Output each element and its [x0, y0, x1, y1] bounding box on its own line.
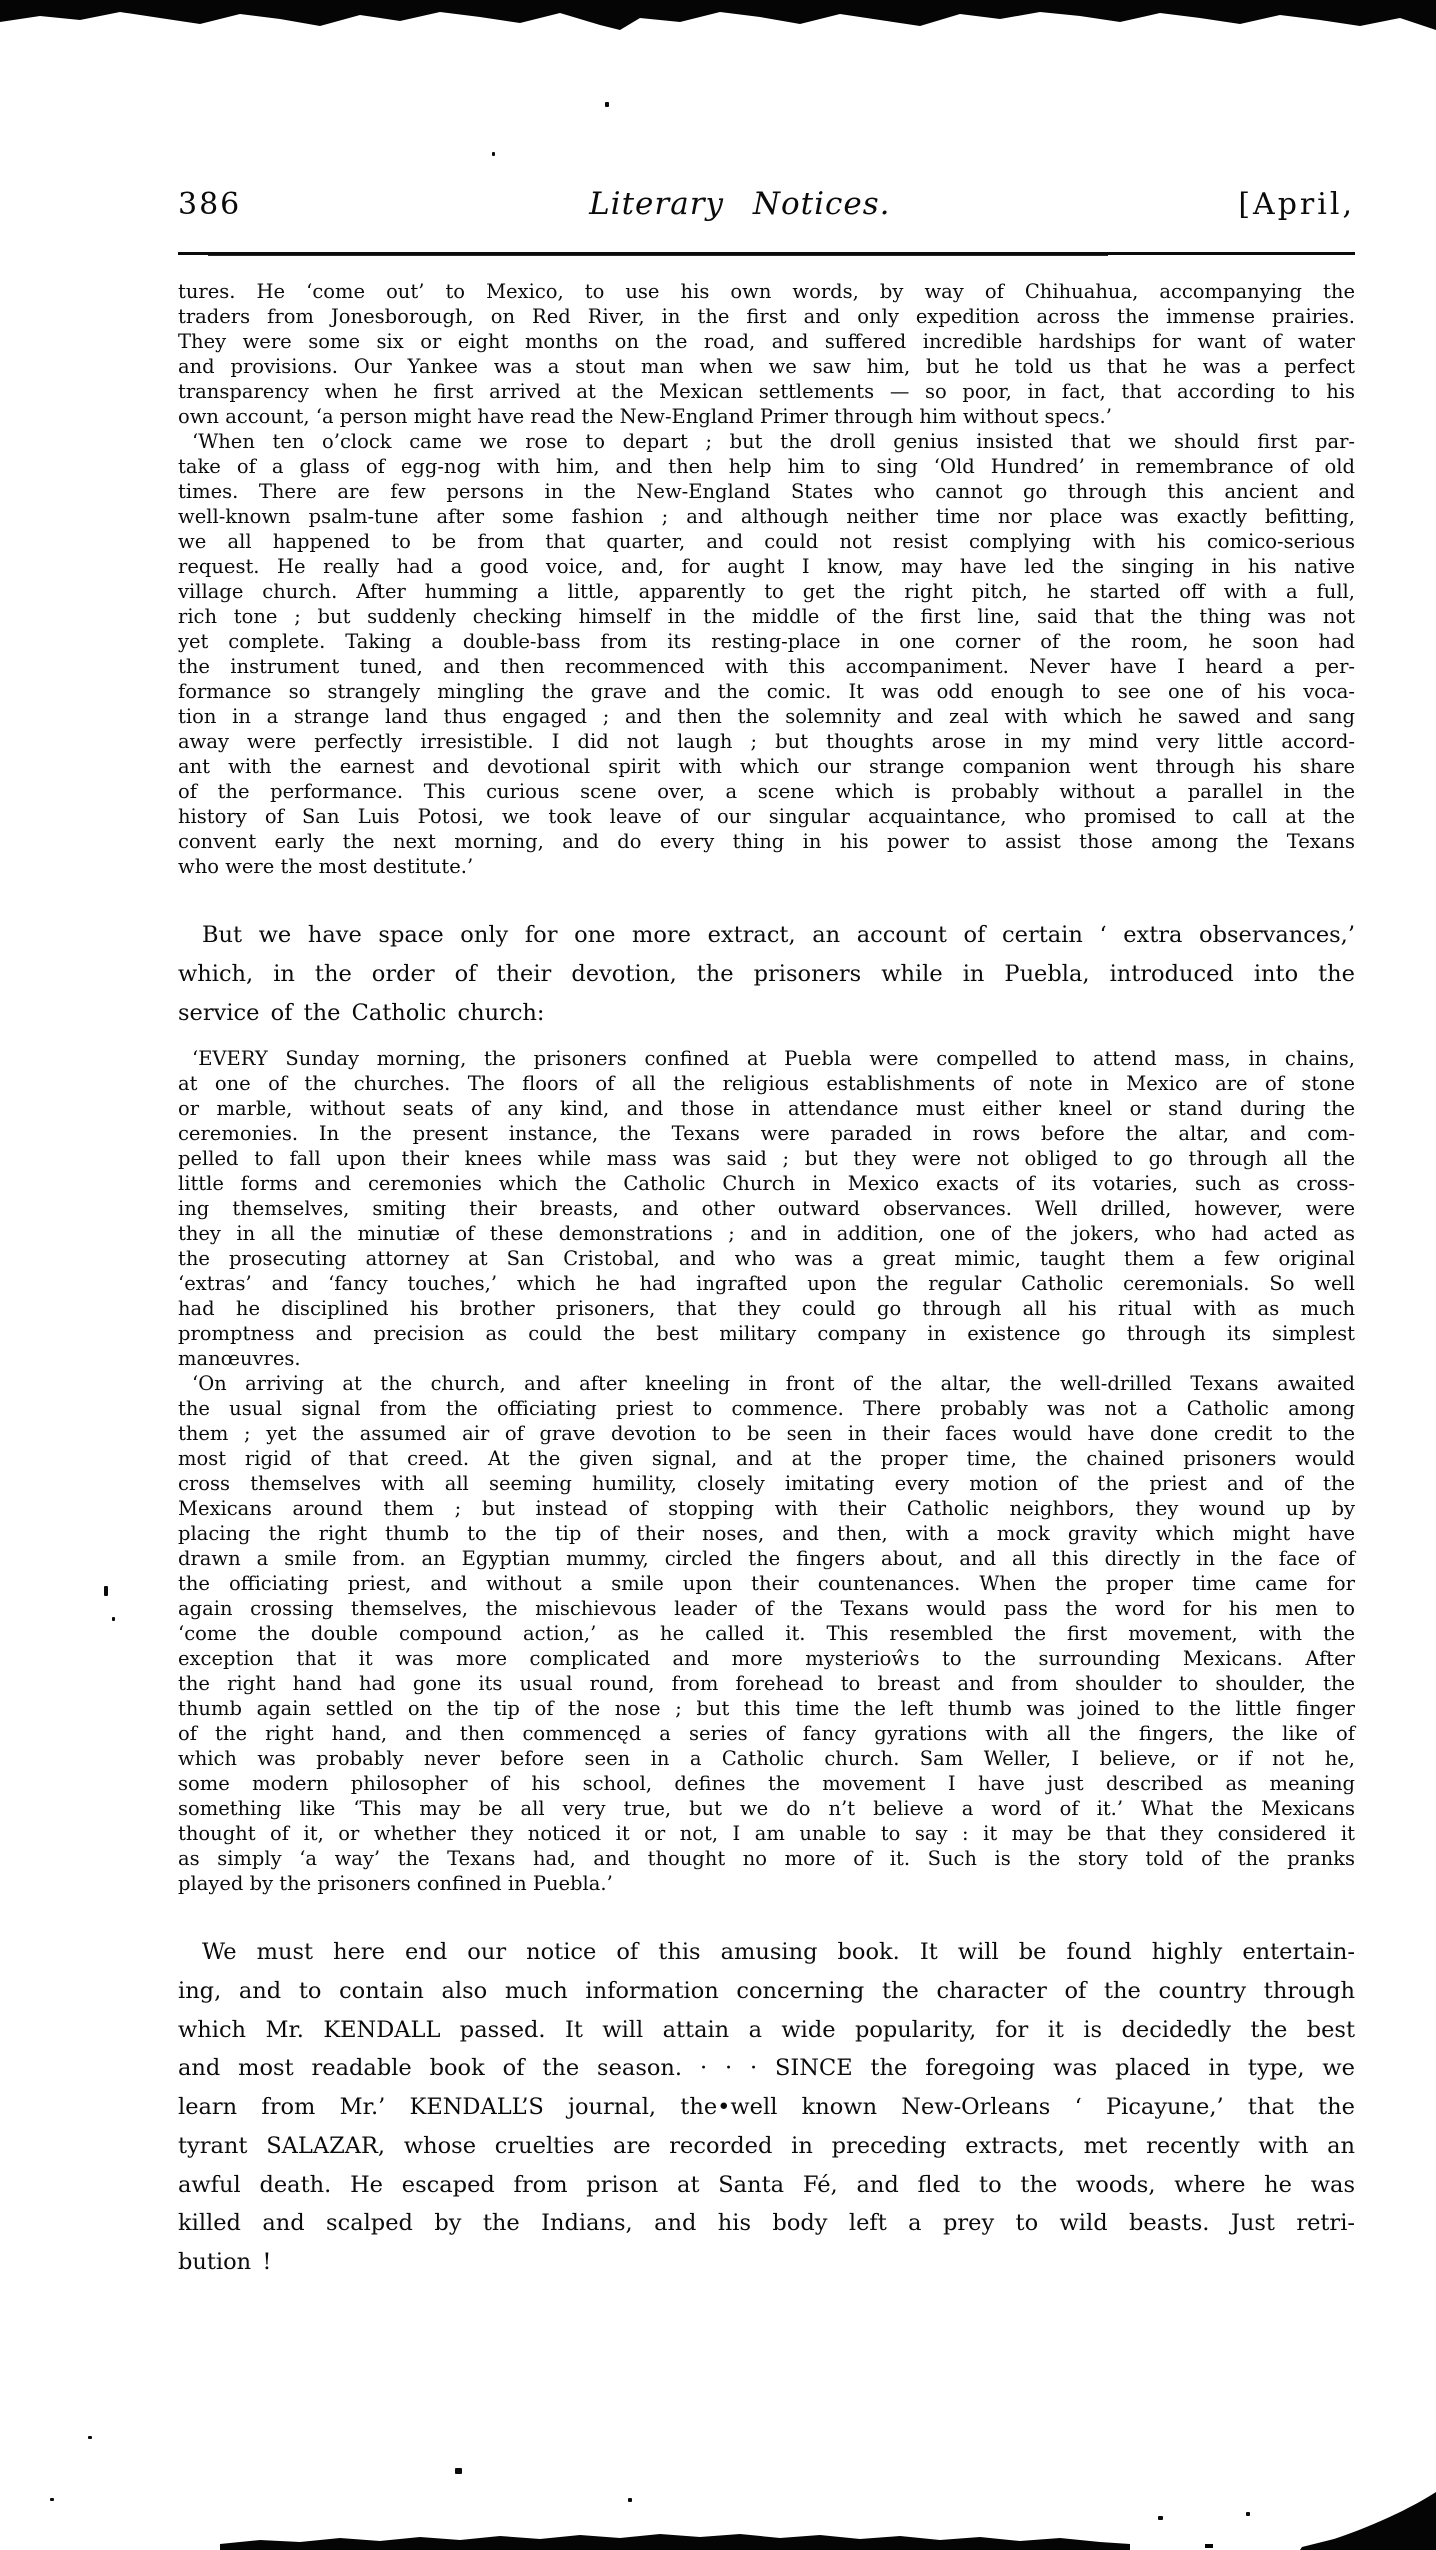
text-line: and most readable book of the season. · · · SINCE the foregoing was placed in type, we: [178, 2055, 1355, 2082]
text-line: cross themselves with all seeming humility, closely imitating every motion of the priest and of the: [178, 1472, 1355, 1495]
text-line: village church. After humming a little, apparently to get the right pitch, he started off with a full,: [178, 580, 1355, 603]
text-line: exception that it was more complicated and more mysterioŵs to the surrounding Mexicans. After: [178, 1647, 1355, 1670]
text-line: the prosecuting attorney at San Cristobal, and who was a great mimic, taught them a few original: [178, 1247, 1355, 1270]
text-line: request. He really had a good voice, and, for aught I know, may have led the singing in his native: [178, 555, 1355, 578]
text-line: ‘When ten o’clock came we rose to depart ; but the droll genius insisted that we should first par-: [192, 430, 1355, 453]
text-line: take of a glass of egg-nog with him, and then help him to sing ‘Old Hundred’ in remembrance of old: [178, 455, 1355, 478]
text-line: service of the Catholic church:: [178, 999, 545, 1026]
text-line: the officiating priest, and without a smile upon their countenances. When the proper time came for: [178, 1572, 1355, 1595]
text-line: They were some six or eight months on the road, and suffered incredible hardships for want of water: [178, 330, 1355, 353]
issue-label: [April,: [1238, 187, 1355, 222]
text-line: ‘On arriving at the church, and after kneeling in front of the altar, the well-drilled Texans awaited: [192, 1372, 1355, 1395]
ink-speck: [88, 2436, 92, 2439]
text-line: had he disciplined his brother prisoners, that they could go through all his ritual with as much: [178, 1297, 1355, 1320]
text-line: as simply ‘a way’ the Texans had, and thought no more of it. Such is the story told of the pranks: [178, 1847, 1355, 1870]
page-number: 386: [178, 187, 242, 222]
text-line: thought of it, or whether they noticed it or not, I am unable to say : it may be that they considered it: [178, 1822, 1355, 1845]
text-line: traders from Jonesborough, on Red River, in the first and only expedition across the immense prairies.: [178, 305, 1355, 328]
text-line: well-known psalm-tune after some fashion ; and although neither time nor place was exactly befitting,: [178, 505, 1355, 528]
text-line: killed and scalped by the Indians, and his body left a prey to wild beasts. Just retri-: [178, 2210, 1355, 2237]
text-line: manœuvres.: [178, 1347, 301, 1370]
text-line: some modern philosopher of his school, defines the movement I have just described as meaning: [178, 1772, 1355, 1795]
text-line: something like ‘This may be all very true, but we do n’t believe a word of it.’ What the Mexicans: [178, 1797, 1355, 1820]
text-line: learn from Mr.’ KENDALL’S journal, the•well known New-Orleans ‘ Picayune,’ that the: [178, 2094, 1355, 2120]
text-line: placing the right thumb to the tip of their noses, and then, with a mock gravity which might have: [178, 1522, 1355, 1545]
text-line: ‘extras’ and ‘fancy touches,’ which he had ingrafted upon the regular Catholic ceremonials. So well: [178, 1272, 1355, 1295]
text-line: transparency when he first arrived at the Mexican settlements — so poor, in fact, that according to his: [178, 380, 1355, 403]
text-line: they in all the minutiæ of these demonstrations ; and in addition, one of the jokers, who had acted as: [178, 1222, 1355, 1245]
text-line: ant with the earnest and devotional spirit with which our strange companion went through his share: [178, 755, 1355, 778]
text-line: promptness and precision as could the best military company in existence go through its simplest: [178, 1322, 1355, 1345]
text-line: yet complete. Taking a double-bass from its resting-place in one corner of the room, he soon had: [178, 630, 1355, 653]
text-line: awful death. He escaped from prison at Santa Fé, and fled to the woods, where he was: [178, 2171, 1355, 2198]
text-line: played by the prisoners confined in Puebla.’: [178, 1872, 613, 1895]
text-line: the instrument tuned, and then recommenced with this accompaniment. Never have I heard a per-: [178, 655, 1355, 678]
text-line: ‘EVERY Sunday morning, the prisoners confined at Puebla were compelled to attend mass, in chains,: [192, 1047, 1355, 1070]
body-1: [178, 916, 1355, 1032]
text-line: the usual signal from the officiating priest to commence. There probably was not a Catholic among: [178, 1397, 1355, 1420]
running-title: Literary Notices.: [589, 186, 891, 222]
text-line: ing, and to contain also much information concerning the character of the country through: [178, 1977, 1355, 2004]
text-line: ing themselves, smiting their breasts, and other outward observances. Well drilled, however, were: [178, 1197, 1355, 1220]
text-line: which, in the order of their devotion, the prisoners while in Puebla, introduced into the: [178, 960, 1355, 987]
ink-speck: [112, 1617, 115, 1621]
page-header: [178, 186, 1355, 222]
text-line: little forms and ceremonies which the Catholic Church in Mexico exacts of its votaries, such as cross-: [178, 1172, 1355, 1195]
text-line: tures. He ‘come out’ to Mexico, to use his own words, by way of Chihuahua, accompanying the: [178, 280, 1355, 303]
text-line: them ; yet the assumed air of grave devotion to be seen in their faces would have done credit to the: [178, 1422, 1355, 1445]
text-line: But we have space only for one more extract, an account of certain ‘ extra observances,’: [202, 922, 1355, 948]
text-line: own account, ‘a person might have read the New-England Primer through him without specs.’: [178, 405, 1112, 428]
text-line: most rigid of that creed. At the given signal, and at the proper time, the chained prisoners would: [178, 1447, 1355, 1470]
text-line: thumb again settled on the tip of the nose ; but this time the left thumb was joined to the little finger: [178, 1697, 1355, 1720]
text-line: tyrant SALAZAR, whose cruelties are recorded in preceding extracts, met recently with an: [178, 2132, 1355, 2159]
ink-speck: [492, 152, 495, 156]
text-line: ceremonies. In the present instance, the Texans were paraded in rows before the altar, and com-: [178, 1122, 1355, 1145]
text-line: again crossing themselves, the mischievous leader of the Texans would pass the word for his men to: [178, 1597, 1355, 1620]
text-line: which was probably never before seen in a Catholic church. Sam Weller, I believe, or if not he,: [178, 1747, 1355, 1770]
extract-1: [178, 279, 1355, 879]
text-line: away were perfectly irresistible. I did not laugh ; but thoughts arose in my mind very little accord-: [178, 730, 1355, 753]
text-line: tion in a strange land thus engaged ; and then the solemnity and zeal with which he sawed and sang: [178, 705, 1355, 728]
text-line: of the right hand, and then commencęd a series of fancy gyrations with all the fingers, the like of: [178, 1722, 1355, 1745]
text-line: times. There are few persons in the New-England States who cannot go through this ancient and: [178, 480, 1355, 503]
ink-speck: [104, 1586, 108, 1596]
text-line: Mexicans around them ; but instead of stopping with their Catholic neighbors, they wound up by: [178, 1497, 1355, 1520]
header-rule: [178, 252, 1355, 255]
text-line: the right hand had gone its usual round, from forehead to breast and from shoulder to shoulder, the: [178, 1672, 1355, 1695]
extract-2: [178, 1046, 1355, 1896]
torn-edge-top: [0, 0, 1436, 36]
text-line: drawn a smile from. an Egyptian mummy, circled the fingers about, and all this directly in the face of: [178, 1547, 1355, 1570]
text-line: pelled to fall upon their knees while mass was said ; but they were not obliged to go through all the: [178, 1147, 1355, 1170]
text-line: which Mr. KENDALL passed. It will attain a wide popularity, for it is decidedly the best: [178, 2016, 1355, 2043]
text-line: We must here end our notice of this amusing book. It will be found highly entertain-: [202, 1939, 1355, 1965]
text-line: bution !: [178, 2249, 272, 2275]
text-line: we all happened to be from that quarter, and could not resist complying with his comico-serious: [178, 530, 1355, 553]
ink-speck: [605, 102, 609, 107]
torn-edge-bottom: [0, 2468, 1436, 2550]
text-line: who were the most destitute.’: [178, 855, 474, 878]
text-line: rich tone ; but suddenly checking himself in the middle of the first line, said that the thing was not: [178, 605, 1355, 628]
text-line: convent early the next morning, and do every thing in his power to assist those among the Texans: [178, 830, 1355, 853]
text-line: of the performance. This curious scene over, a scene which is probably without a parallel in the: [178, 780, 1355, 803]
text-line: formance so strangely mingling the grave and the comic. It was odd enough to see one of his voca-: [178, 680, 1355, 703]
body-2: [178, 1933, 1355, 2282]
text-line: or marble, without seats of any kind, and those in attendance must either kneel or stand during the: [178, 1097, 1355, 1120]
text-line: at one of the churches. The floors of all the religious establishments of note in Mexico are of stone: [178, 1072, 1355, 1095]
text-line: and provisions. Our Yankee was a stout man when we saw him, but he told us that he was a perfect: [178, 355, 1355, 378]
text-line: ‘come the double compound action,’ as he called it. This resembled the first movement, with the: [178, 1622, 1355, 1645]
text-line: history of San Luis Potosi, we took leave of our singular acquaintance, who promised to call at the: [178, 805, 1355, 828]
